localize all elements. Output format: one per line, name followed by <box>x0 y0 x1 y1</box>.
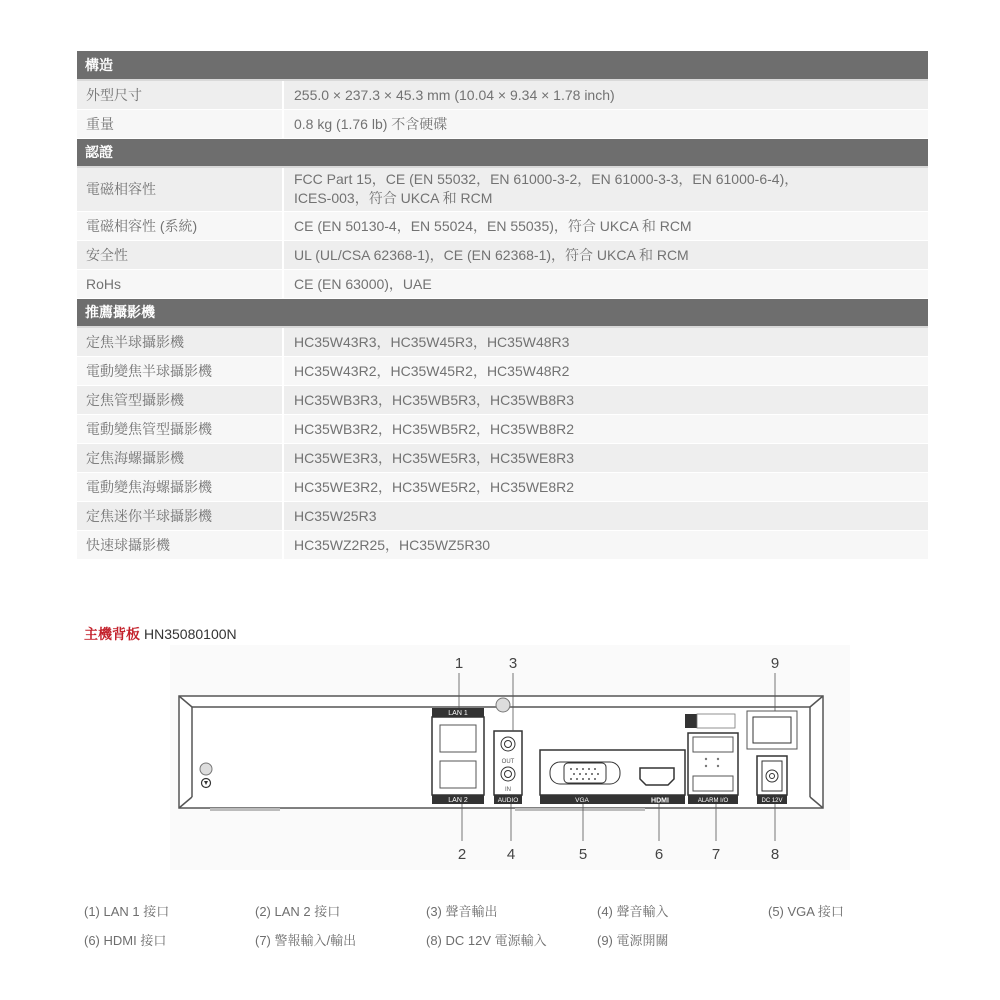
legend-row <box>84 925 944 954</box>
row-value: HC35W43R2，HC35W45R2，HC35W48R2 <box>283 356 928 385</box>
table-row <box>77 472 928 501</box>
row-label: 電動變焦半球攝影機 <box>77 356 283 385</box>
video-ports <box>540 750 685 805</box>
table-row <box>77 385 928 414</box>
row-value-line: FCC Part 15，CE (EN 55032，EN 61000-3-2，EN 61000-3-3，EN 61000-6-4)， <box>294 171 799 188</box>
audio-in-label: IN <box>505 787 511 793</box>
row-value: CE (EN 63000)，UAE <box>283 269 928 298</box>
callout-3: 3 <box>508 655 518 672</box>
row-value <box>283 167 928 211</box>
row-value: CE (EN 50130-4，EN 55024，EN 55035)，符合 UKCA 和 RCM <box>283 211 928 240</box>
table-row <box>77 269 928 298</box>
table-row <box>77 501 928 530</box>
callout-7: 7 <box>711 846 721 863</box>
row-value: 255.0 × 237.3 × 45.3 mm (10.04 × 9.34 × 1.78 inch) <box>283 80 928 109</box>
row-value: HC35W43R3，HC35W45R3，HC35W48R3 <box>283 327 928 356</box>
rear-panel-title-label: 主機背板 <box>84 626 140 642</box>
row-label: 快速球攝影機 <box>77 530 283 559</box>
row-label: 外型尺寸 <box>77 80 283 109</box>
row-label: 電磁相容性 <box>77 167 283 211</box>
callout-4: 4 <box>506 846 516 863</box>
row-label: 安全性 <box>77 240 283 269</box>
screw-icon <box>496 698 510 712</box>
row-value: 0.8 kg (1.76 lb) 不含硬碟 <box>283 109 928 138</box>
rear-panel-diagram <box>170 645 850 870</box>
alarm-label: ALARM I/O <box>697 798 729 804</box>
table-row <box>77 109 928 138</box>
callout-5: 5 <box>578 846 588 863</box>
section-title: 推薦攝影機 <box>77 298 928 327</box>
table-row <box>77 327 928 356</box>
section-title: 認證 <box>77 138 928 167</box>
power-switch <box>747 711 797 749</box>
row-label: 電動變焦海螺攝影機 <box>77 472 283 501</box>
row-value: HC35WE3R3，HC35WE5R3，HC35WE8R3 <box>283 443 928 472</box>
callout-1: 1 <box>454 655 464 672</box>
row-value: HC35WB3R2，HC35WB5R2，HC35WB8R2 <box>283 414 928 443</box>
callout-6: 6 <box>654 846 664 863</box>
dc-power-port <box>757 756 787 804</box>
row-label: 重量 <box>77 109 283 138</box>
row-label: 電磁相容性 (系統) <box>77 211 283 240</box>
lan2-label: LAN 2 <box>448 797 468 804</box>
legend-item: (8) DC 12V 電源輸入 <box>426 933 547 948</box>
foot-strip <box>515 808 645 811</box>
row-label: 定焦迷你半球攝影機 <box>77 501 283 530</box>
vga-label: VGA <box>575 797 589 804</box>
table-row <box>77 167 928 211</box>
legend-item: (5) VGA 接口 <box>768 904 844 919</box>
legend-item: (6) HDMI 接口 <box>84 933 167 948</box>
row-value: HC35WZ2R25，HC35WZ5R30 <box>283 530 928 559</box>
legend-item: (4) 聲音輸入 <box>597 904 669 919</box>
dc-label: DC 12V <box>761 798 783 804</box>
legend-item: (1) LAN 1 接口 <box>84 904 170 919</box>
table-row <box>77 240 928 269</box>
row-value: HC35WE3R2，HC35WE5R2，HC35WE8R2 <box>283 472 928 501</box>
audio-label: AUDIO <box>497 797 519 804</box>
callout-2: 2 <box>457 846 467 863</box>
port-legend <box>84 896 944 954</box>
section-header-recommended-cameras <box>77 298 928 327</box>
row-label: 定焦管型攝影機 <box>77 385 283 414</box>
table-row <box>77 414 928 443</box>
legend-row <box>84 896 944 925</box>
hdmi-label: HDMI <box>651 797 669 805</box>
lan-ports <box>432 708 484 804</box>
row-label: 定焦半球攝影機 <box>77 327 283 356</box>
legend-item: (7) 警報輸入/輸出 <box>255 933 357 948</box>
alarm-io-port <box>685 714 738 804</box>
callout-9: 9 <box>770 655 780 672</box>
legend-item: (9) 電源開關 <box>597 933 669 948</box>
section-title: 構造 <box>77 51 928 80</box>
table-row <box>77 356 928 385</box>
legend-item: (3) 聲音輸出 <box>426 904 498 919</box>
audio-ports <box>494 731 522 804</box>
row-value: HC35WB3R3，HC35WB5R3，HC35WB8R3 <box>283 385 928 414</box>
legend-item: (2) LAN 2 接口 <box>255 904 341 919</box>
rear-panel-title <box>84 624 237 644</box>
row-label: RoHs <box>77 269 283 298</box>
row-value: UL (UL/CSA 62368-1)，CE (EN 62368-1)，符合 UKCA 和 RCM <box>283 240 928 269</box>
section-header-structure <box>77 51 928 80</box>
table-row <box>77 443 928 472</box>
spec-table <box>77 51 928 560</box>
row-label: 定焦海螺攝影機 <box>77 443 283 472</box>
row-label: 電動變焦管型攝影機 <box>77 414 283 443</box>
lan1-label: LAN 1 <box>448 710 468 717</box>
row-value-line: ICES-003，符合 UKCA 和 RCM <box>294 190 493 207</box>
table-row <box>77 211 928 240</box>
callout-8: 8 <box>770 846 780 863</box>
rear-panel-model: HN35080100N <box>144 626 237 642</box>
foot-strip <box>210 808 280 811</box>
row-value: HC35W25R3 <box>283 501 928 530</box>
table-row <box>77 80 928 109</box>
section-header-certification <box>77 138 928 167</box>
audio-out-label: OUT <box>501 759 515 765</box>
table-row <box>77 530 928 559</box>
